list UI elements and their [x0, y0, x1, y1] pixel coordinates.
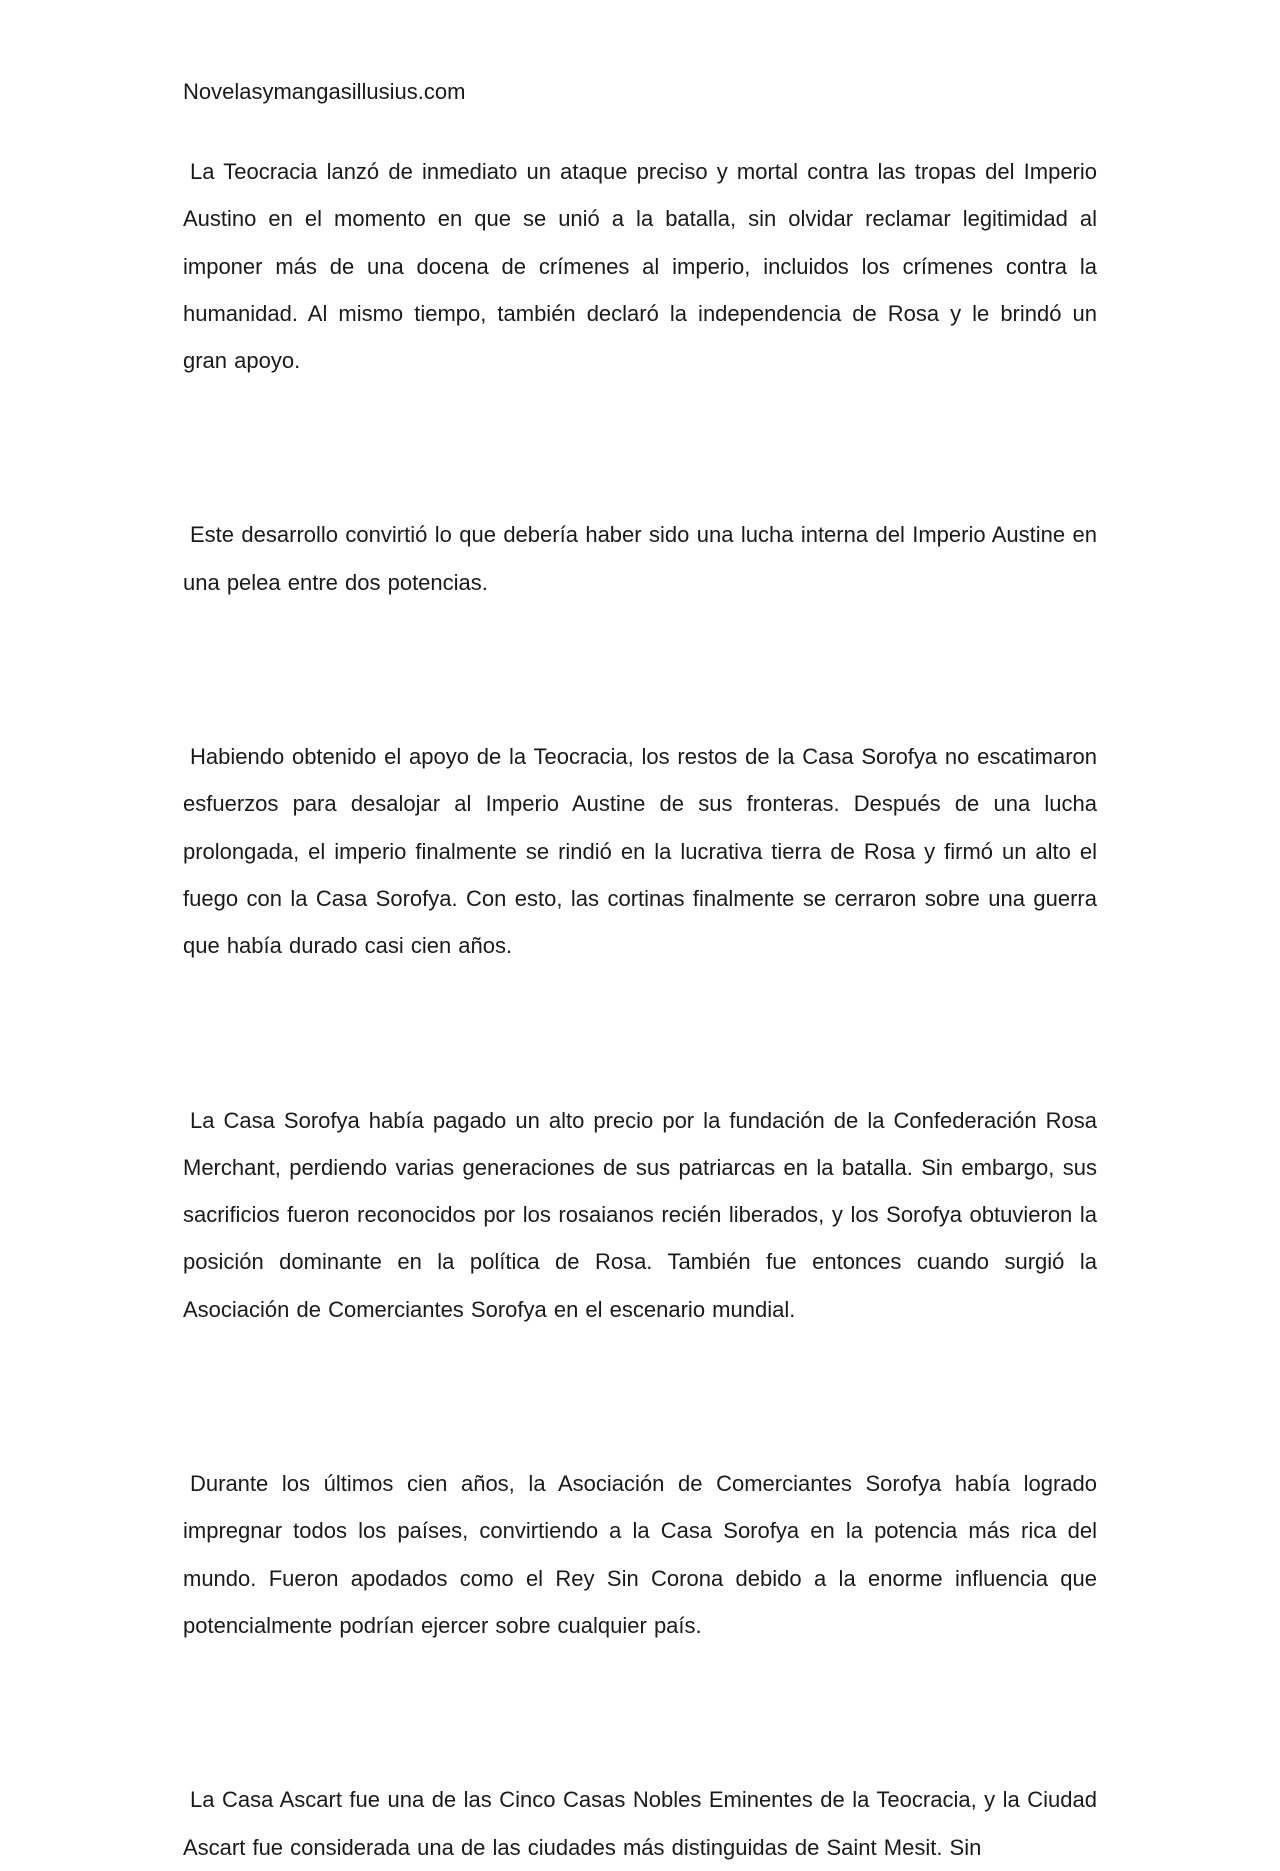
- paragraph: La Casa Ascart fue una de las Cinco Casas Nobles Eminentes de la Teocracia, y la Ciudad Ascart fue considerada una de las ciudades más distinguidas de Saint Mesit. Sin: [183, 1787, 1097, 1860]
- paragraph: La Teocracia lanzó de inmediato un ataque preciso y mortal contra las tropas del Imperio Austino en el momento en que se unió a la batalla, sin olvidar reclamar legitimidad al imponer más de una docena de crímenes al imperio, incluidos los crímenes contra la humanidad. Al mismo tiempo, también declaró la independencia de Rosa y le brindó un gran apoyo.: [183, 159, 1097, 374]
- document-body: [183, 148, 1097, 1871]
- page-header: Novelasymangasillusius.com: [183, 79, 466, 104]
- paragraph: Durante los últimos cien años, la Asociación de Comerciantes Sorofya había logrado impregnar todos los países, convirtiendo a la Casa Sorofya en la potencia más rica del mundo. Fueron apodados como el Rey Sin Corona debido a la enorme influencia que potencialmente podrían ejercer sobre cualquier país.: [183, 1471, 1097, 1638]
- paragraph: Habiendo obtenido el apoyo de la Teocracia, los restos de la Casa Sorofya no escatimaron esfuerzos para desalojar al Imperio Austine de sus fronteras. Después de una lucha prolongada, el imperio finalmente se rindió en la lucrativa tierra de Rosa y firmó un alto el fuego con la Casa Sorofya. Con esto, las cortinas finalmente se cerraron sobre una guerra que había durado casi cien años.: [183, 744, 1097, 959]
- paragraph: La Casa Sorofya había pagado un alto precio por la fundación de la Confederación Rosa Merchant, perdiendo varias generaciones de sus patriarcas en la batalla. Sin embargo, sus sacrificios fueron reconocidos por los rosaianos recién liberados, y los Sorofya obtuvieron la posición dominante en la política de Rosa. También fue entonces cuando surgió la Asociación de Comerciantes Sorofya en el escenario mundial.: [183, 1107, 1097, 1322]
- paragraph: Este desarrollo convirtió lo que debería haber sido una lucha interna del Imperio Austine en una pelea entre dos potencias.: [183, 522, 1097, 595]
